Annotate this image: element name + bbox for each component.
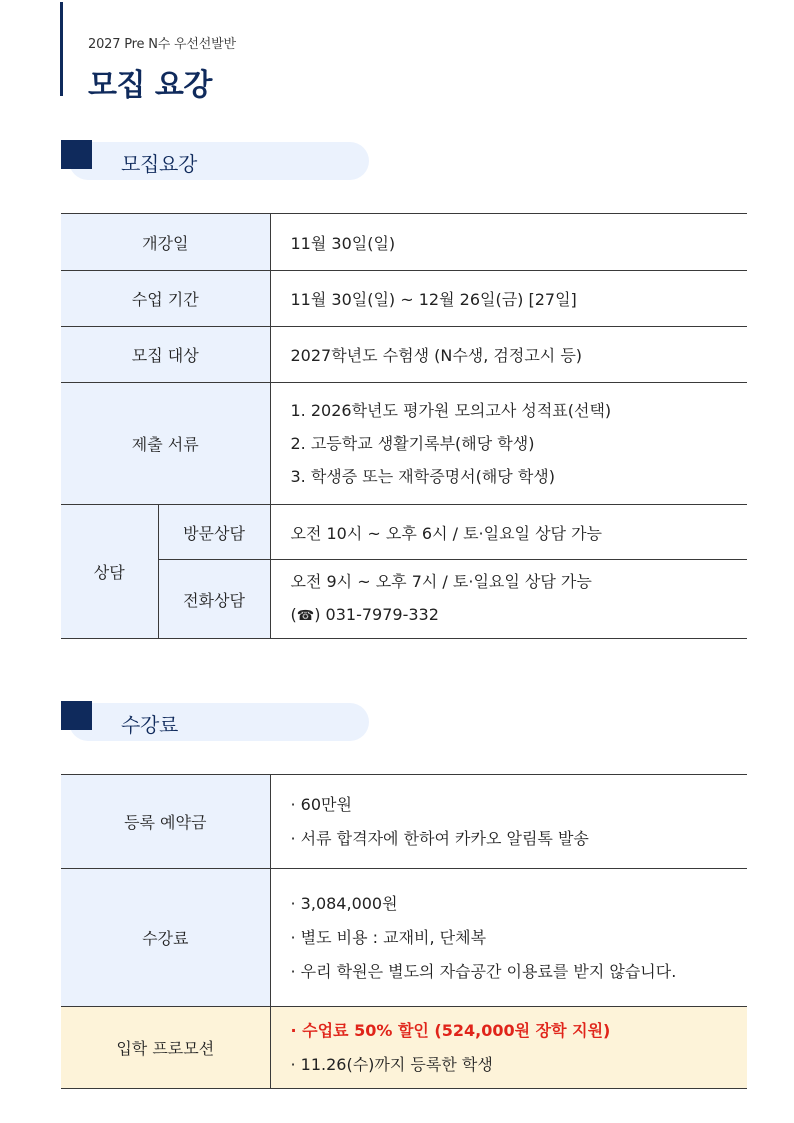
row-value: 11월 30일(일) [270, 214, 747, 271]
table-row [61, 271, 747, 327]
table-row [61, 383, 747, 505]
table-row [61, 214, 747, 271]
section-title: 모집요강 [121, 152, 198, 176]
document-item: 1. 2026학년도 평가원 모의고사 성적표(선택) [290, 401, 612, 420]
page-title: 모집 요강 [88, 68, 212, 103]
section-heading-recruitment [61, 140, 371, 180]
row-value: 오전 10시 ~ 오후 6시 / 토·일요일 상담 가능 [270, 505, 747, 560]
row-label: 수업 기간 [61, 271, 270, 327]
row-value [270, 383, 747, 505]
phone-number [291, 598, 748, 633]
document-item: 3. 학생증 또는 재학증명서(해당 학생) [290, 467, 555, 486]
deposit-item: · 60만원 [290, 794, 352, 814]
table-row [61, 1007, 747, 1089]
row-label: 입학 프로모션 [61, 1007, 270, 1089]
row-value: 11월 30일(일) ~ 12월 26일(금) [27일] [270, 271, 747, 327]
phone-hours: 오전 9시 ~ 오후 7시 / 토·일요일 상담 가능 [290, 572, 592, 591]
row-label: 개강일 [61, 214, 270, 271]
row-value: 2027학년도 수험생 (N수생, 검정고시 등) [270, 327, 747, 383]
tuition-item: · 우리 학원은 별도의 자습공간 이용료를 받지 않습니다. [290, 961, 677, 981]
section-marker [61, 701, 92, 730]
row-label: 제출 서류 [61, 383, 270, 505]
table-row [61, 327, 747, 383]
phone-number-text: ) 031-7979-332 [314, 605, 439, 624]
tuition-item: · 3,084,000원 [290, 893, 398, 913]
row-label: 상담 [61, 505, 158, 639]
row-value [270, 775, 747, 869]
deposit-item: · 서류 합격자에 한하여 카카오 알림톡 발송 [290, 828, 589, 848]
table-row [61, 775, 747, 869]
row-sublabel: 전화상담 [158, 560, 270, 639]
page-subtitle: 2027 Pre N수 우선선발반 [88, 37, 236, 52]
promo-note: · 11.26(수)까지 등록한 학생 [290, 1054, 493, 1074]
table-row [61, 869, 747, 1007]
row-value [270, 869, 747, 1007]
row-value [270, 560, 747, 639]
table-row [61, 505, 747, 560]
section-marker [61, 140, 92, 169]
document-item: 2. 고등학교 생활기록부(해당 학생) [290, 434, 535, 453]
row-label: 등록 예약금 [61, 775, 270, 869]
phone-icon: ☎ [296, 608, 315, 624]
section-heading-background [69, 703, 369, 741]
row-label: 수강료 [61, 869, 270, 1007]
row-value [270, 1007, 747, 1089]
page-header [60, 2, 236, 103]
table-row [61, 560, 747, 639]
phone-paren: ( [290, 605, 297, 624]
section-title: 수강료 [121, 713, 179, 737]
section-heading-background [69, 142, 369, 180]
row-sublabel: 방문상담 [158, 505, 270, 560]
row-label: 모집 대상 [61, 327, 270, 383]
promo-highlight: · 수업료 50% 할인 (524,000원 장학 지원) [290, 1020, 611, 1040]
recruitment-table [61, 213, 747, 639]
tuition-item: · 별도 비용 : 교재비, 단체복 [290, 927, 487, 947]
tuition-table [61, 774, 747, 1089]
section-heading-tuition [61, 701, 371, 741]
